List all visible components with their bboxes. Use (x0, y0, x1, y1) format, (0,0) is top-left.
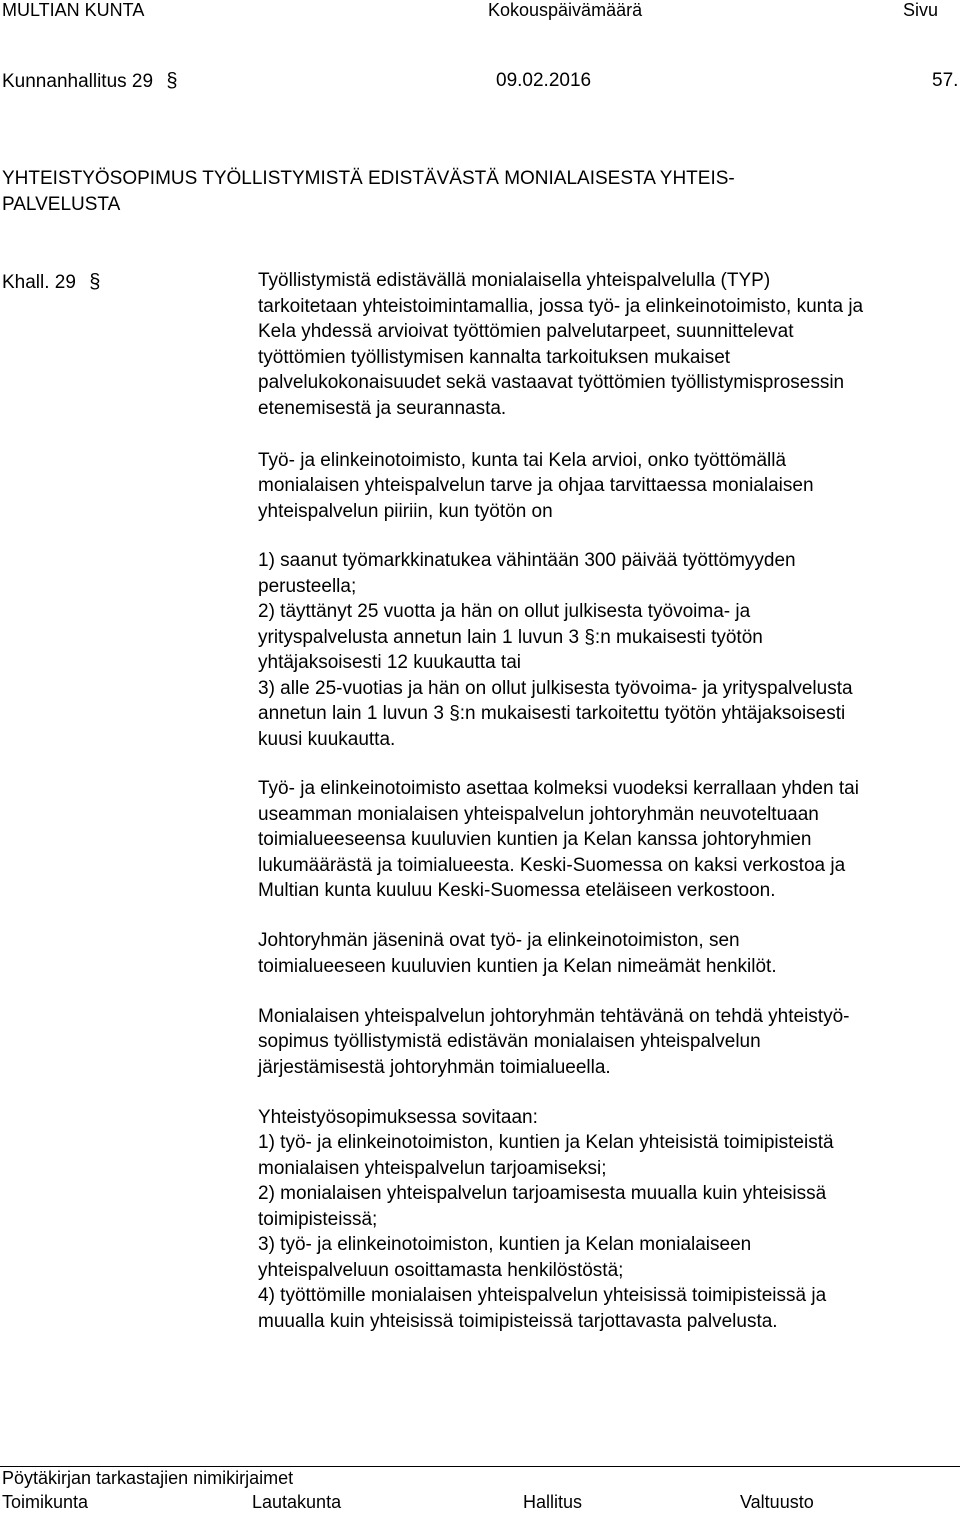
header-page-label: Sivu (903, 0, 939, 20)
item-reference (2, 271, 100, 294)
text-line: 2) täyttänyt 25 vuotta ja hän on ollut julkisesta työvoima- ja (258, 601, 751, 622)
text-line: 1) työ- ja elinkeinotoimiston, kuntien ja Kelan yhteisistä toimipisteistä (258, 1132, 834, 1153)
text-line: etenemisestä ja seurannasta. (258, 398, 507, 419)
text-line: Työ- ja elinkeinotoimisto, kunta tai Kela arvioi, onko työttömällä (258, 450, 787, 471)
footer-toimikunta: Toimikunta (2, 1492, 89, 1512)
text-line: Työ- ja elinkeinotoimisto asettaa kolmeksi vuodeksi kerrallaan yhden tai (258, 778, 859, 799)
section-sign: § (166, 70, 178, 92)
footer-valtuusto: Valtuusto (740, 1492, 814, 1512)
text-line: yhteispalvelun piiriin, kun työtön on (258, 501, 553, 522)
text-line: järjestämisestä johtoryhmän toimialueella. (258, 1057, 611, 1078)
meeting-date: 09.02.2016 (496, 70, 592, 91)
text-line: Kela yhdessä arvioivat työttömien palvelutarpeet, suunnittelevat (258, 321, 794, 342)
text-line: lukumäärästä ja toimialueesta. Keski-Suomessa on kaksi verkostoa ja (258, 855, 846, 876)
header-date-label: Kokouspäivämäärä (488, 0, 643, 20)
text-line: monialaisen yhteispalvelun tarjoamiseksi; (258, 1158, 607, 1179)
text-line: annetun lain 1 luvun 3 §:n mukaisesti tarkoitettu työtön yhtäjaksoisesti (258, 703, 846, 724)
text-line: monialaisen yhteispalvelun tarve ja ohjaa tarvittaessa monialaisen (258, 475, 814, 496)
text-line: 3) työ- ja elinkeinotoimiston, kuntien ja Kelan monialaiseen (258, 1234, 752, 1255)
text-line: Yhteistyösopimuksessa sovitaan: (258, 1107, 538, 1128)
text-line: useamman monialaisen yhteispalvelun johtoryhmän neuvoteltuaan (258, 804, 819, 825)
meeting-body-name: Kunnanhallitus 29 (2, 71, 154, 92)
meeting-body (2, 70, 177, 93)
footer-lautakunta: Lautakunta (252, 1492, 342, 1512)
text-line: muualla kuin yhteisissä toimipisteissä tarjottavasta palvelusta. (258, 1311, 778, 1332)
text-line: työttömien työllistymisen kannalta tarkoituksen mukaiset (258, 347, 731, 368)
footer-rule (0, 1466, 960, 1467)
page-number: 57. (932, 70, 959, 91)
text-line: kuusi kuukautta. (258, 729, 396, 750)
document-title-line-1: YHTEISTYÖSOPIMUS TYÖLLISTYMISTÄ EDISTÄVÄSTÄ MONIALAISESTA YHTEIS- (2, 168, 735, 189)
header-org: MULTIAN KUNTA (2, 0, 145, 20)
item-ref-text: Khall. 29 (2, 272, 76, 293)
text-line: toimipisteissä; (258, 1209, 378, 1230)
text-line: Työllistymistä edistävällä monialaisella yhteispalvelulla (TYP) (258, 270, 771, 291)
text-line: toimialueeseensa kuuluvien kuntien ja Kelan kanssa johtoryhmien (258, 829, 812, 850)
text-line: 2) monialaisen yhteispalvelun tarjoamisesta muualla kuin yhteisissä (258, 1183, 827, 1204)
text-line: palvelukokonaisuudet sekä vastaavat työttömien työllistymisprosessin (258, 372, 845, 393)
document-title-line-2: PALVELUSTA (2, 194, 121, 215)
text-line: tarkoitetaan yhteistoimintamallia, jossa työ- ja elinkeinotoimisto, kunta ja (258, 296, 864, 317)
text-line: yhtäjaksoisesti 12 kuukautta tai (258, 652, 521, 673)
text-line: Multian kunta kuuluu Keski-Suomessa eteläiseen verkostoon. (258, 880, 776, 901)
footer-initials-label: Pöytäkirjan tarkastajien nimikirjaimet (2, 1468, 294, 1488)
text-line: sopimus työllistymistä edistävän monialaisen yhteispalvelun (258, 1031, 761, 1052)
text-line: 3) alle 25-vuotias ja hän on ollut julkisesta työvoima- ja yrityspalvelusta (258, 678, 853, 699)
text-line: yrityspalvelusta annetun lain 1 luvun 3 §:n mukaisesti työtön (258, 627, 763, 648)
text-line: 4) työttömille monialaisen yhteispalvelun yhteisissä toimipisteissä ja (258, 1285, 827, 1306)
text-line: Monialaisen yhteispalvelun johtoryhmän tehtävänä on tehdä yhteistyö- (258, 1006, 850, 1027)
text-line: toimialueeseen kuuluvien kuntien ja Kelan nimeämät henkilöt. (258, 956, 777, 977)
text-line: perusteella; (258, 576, 357, 597)
footer-hallitus: Hallitus (523, 1492, 583, 1512)
text-line: 1) saanut työmarkkinatukea vähintään 300 päivää työttömyyden (258, 550, 796, 571)
text-line: yhteispalveluun osoittamasta henkilöstöstä; (258, 1260, 624, 1281)
section-sign: § (89, 271, 101, 293)
text-line: Johtoryhmän jäseninä ovat työ- ja elinkeinotoimiston, sen (258, 930, 740, 951)
